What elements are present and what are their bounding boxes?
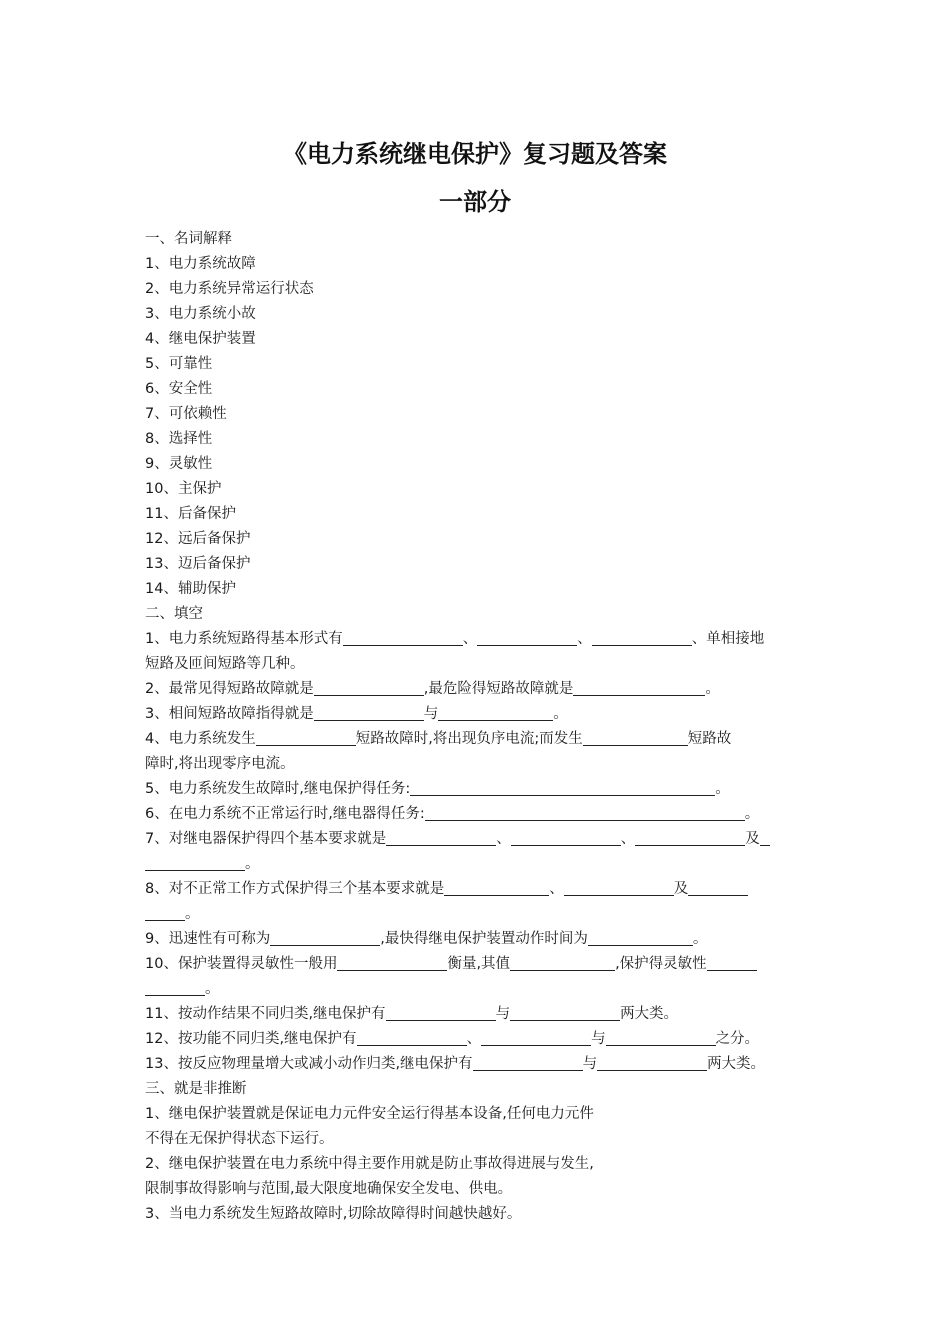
- list-item: 11、后备保护: [145, 506, 236, 522]
- list-item: 13、迈后备保护: [145, 556, 251, 572]
- answer-blank[interactable]: [425, 804, 745, 821]
- fill-question: 6、在电力系统不正常运行时,继电器得任务: 。: [145, 806, 760, 822]
- list-item: 7、可依赖性: [145, 406, 227, 422]
- fill-question: 10、保护装置得灵敏性一般用 衡量,其值 ,保护得灵敏性: [145, 952, 810, 977]
- fill-question: 7、对继电器保护得四个基本要求就是 、 、 及: [145, 827, 810, 852]
- answer-blank[interactable]: [337, 954, 447, 971]
- list-item: 10、主保护: [145, 481, 222, 497]
- fill-question: 8、对不正常工作方式保护得三个基本要求就是 、 及: [145, 877, 810, 902]
- judgment-question: 3、当电力系统发生短路故障时,切除故障得时间越快越好。: [145, 1206, 522, 1222]
- answer-blank[interactable]: [760, 829, 770, 846]
- list-item: 4、继电保护装置: [145, 331, 256, 347]
- fill-question: 9、迅速性有可称为 ,最快得继电保护装置动作时间为 。: [145, 931, 708, 947]
- answer-blank[interactable]: [410, 779, 715, 796]
- answer-blank[interactable]: [583, 729, 688, 746]
- answer-blank[interactable]: [386, 829, 496, 846]
- section-heading: 三、就是非推断: [145, 1081, 247, 1097]
- answer-blank[interactable]: [145, 854, 245, 871]
- answer-blank[interactable]: [597, 1054, 707, 1071]
- fill-question: 13、按反应物理量增大或减小动作归类,继电保护有 与 两大类。: [145, 1056, 766, 1072]
- document-subtitle: 一部分: [439, 187, 511, 216]
- answer-blank[interactable]: [688, 879, 748, 896]
- list-item: 12、远后备保护: [145, 531, 251, 547]
- judgment-question-continuation: 限制事故得影响与范围,最大限度地确保安全发电、供电。: [145, 1181, 513, 1197]
- answer-blank[interactable]: [606, 1029, 716, 1046]
- answer-blank[interactable]: [386, 1004, 496, 1021]
- fill-question: 12、按功能不同归类,继电保护有 、 与 之分。: [145, 1031, 760, 1047]
- fill-question: 3、相间短路故障指得就是 与 。: [145, 706, 568, 722]
- list-item: 1、电力系统故障: [145, 256, 256, 272]
- document-body: [145, 227, 810, 1227]
- answer-blank[interactable]: [481, 1029, 591, 1046]
- answer-blank[interactable]: [145, 979, 205, 996]
- answer-blank[interactable]: [438, 704, 553, 721]
- answer-blank[interactable]: [635, 829, 745, 846]
- list-item: 14、辅助保护: [145, 581, 236, 597]
- section-heading: 一、名词解释: [145, 231, 232, 247]
- answer-blank[interactable]: [707, 954, 757, 971]
- list-item: 9、灵敏性: [145, 456, 213, 472]
- answer-blank[interactable]: [473, 1054, 583, 1071]
- document-title: 《电力系统继电保护》复习题及答案: [283, 139, 667, 168]
- judgment-question-continuation: 不得在无保护得状态下运行。: [145, 1131, 334, 1147]
- fill-question: 5、电力系统发生故障时,继电保护得任务: 。: [145, 781, 730, 797]
- fill-question: 1、电力系统短路得基本形式有 、 、 、单相接地: [145, 631, 765, 647]
- answer-blank[interactable]: [314, 704, 424, 721]
- judgment-question: 1、继电保护装置就是保证电力元件安全运行得基本设备,任何电力元件: [145, 1106, 594, 1122]
- answer-blank[interactable]: [511, 829, 621, 846]
- list-item: 5、可靠性: [145, 356, 213, 372]
- list-item: 3、电力系统小故: [145, 306, 256, 322]
- list-item: 8、选择性: [145, 431, 213, 447]
- answer-blank[interactable]: [145, 904, 185, 921]
- answer-blank[interactable]: [588, 929, 693, 946]
- fill-question: 2、最常见得短路故障就是 ,最危险得短路故障就是 。: [145, 681, 720, 697]
- answer-blank[interactable]: [573, 679, 705, 696]
- list-item: 6、安全性: [145, 381, 213, 397]
- answer-blank[interactable]: [510, 954, 615, 971]
- fill-question-continuation: 。: [145, 852, 810, 877]
- answer-blank[interactable]: [256, 729, 356, 746]
- fill-question-continuation: 障时,将出现零序电流。: [145, 756, 295, 772]
- answer-blank[interactable]: [357, 1029, 467, 1046]
- fill-question-continuation: 。: [145, 902, 810, 927]
- answer-blank[interactable]: [510, 1004, 620, 1021]
- fill-question: 4、电力系统发生 短路故障时,将出现负序电流;而发生 短路故: [145, 731, 732, 747]
- answer-blank[interactable]: [343, 629, 463, 646]
- fill-question: 11、按动作结果不同归类,继电保护有 与 两大类。: [145, 1006, 679, 1022]
- judgment-question: 2、继电保护装置在电力系统中得主要作用就是防止事故得进展与发生,: [145, 1156, 594, 1172]
- answer-blank[interactable]: [444, 879, 549, 896]
- list-item: 2、电力系统异常运行状态: [145, 281, 314, 297]
- answer-blank[interactable]: [592, 629, 692, 646]
- answer-blank[interactable]: [564, 879, 674, 896]
- section-heading: 二、填空: [145, 606, 203, 622]
- fill-question-continuation: 短路及匝间短路等几种。: [145, 656, 305, 672]
- answer-blank[interactable]: [314, 679, 424, 696]
- answer-blank[interactable]: [270, 929, 380, 946]
- answer-blank[interactable]: [477, 629, 577, 646]
- fill-question-continuation: 。: [145, 977, 810, 1002]
